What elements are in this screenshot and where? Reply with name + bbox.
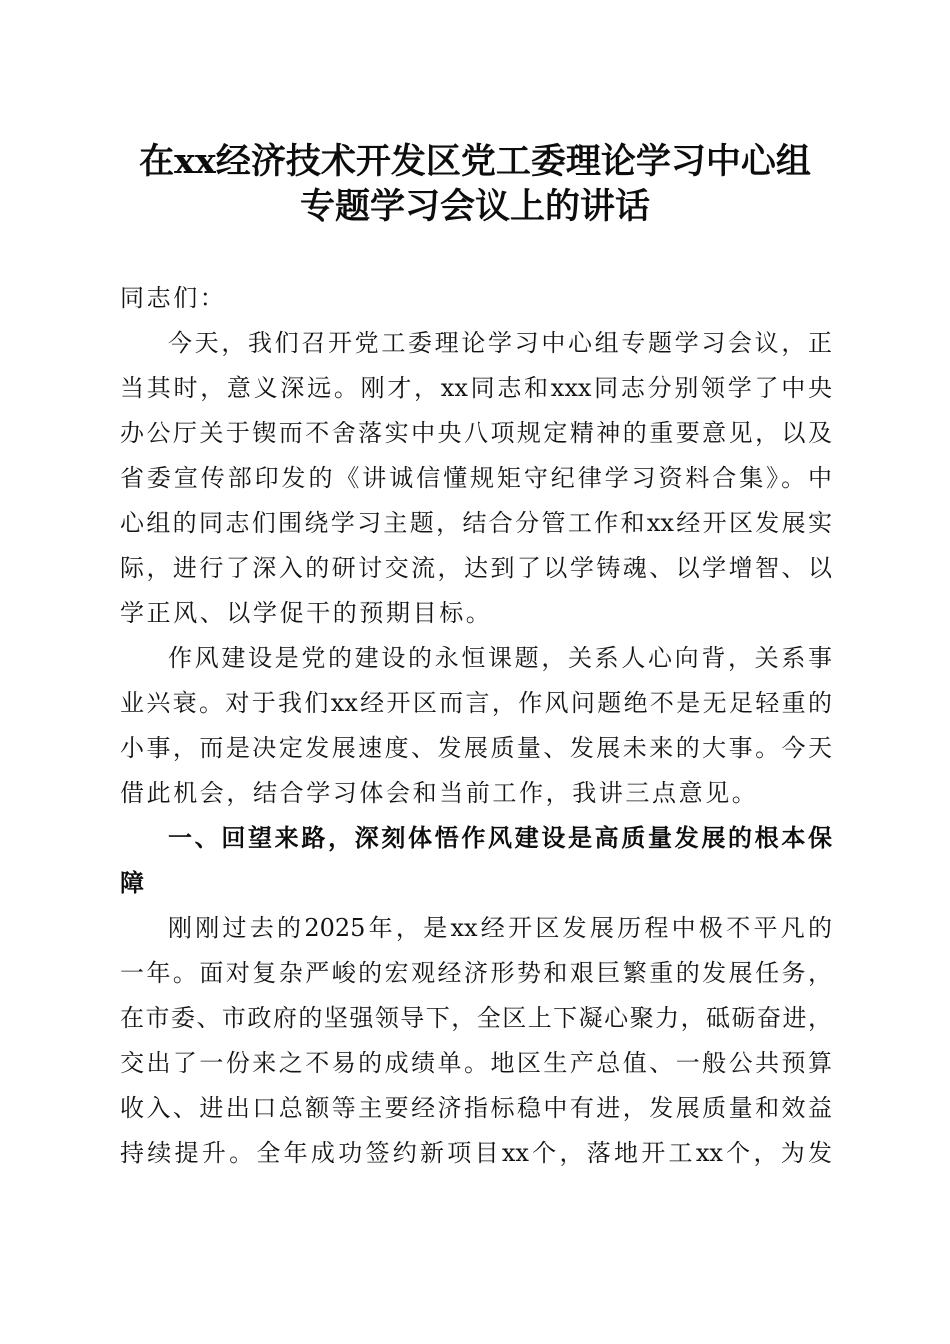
paragraph-1-line-6: 际，进行了深入的研讨交流，达到了以学铸魂、以学增智、以 [120,554,832,582]
paragraph-1-line-2: 当其时，意义深远。刚才，xx同志和xxx同志分别领学了中央 [120,374,832,402]
paragraph-2-line-4: 借此机会，结合学习体会和当前工作，我讲三点意见。 [120,779,759,807]
paragraph-2-line-1: 作风建设是党的建设的永恒课题，关系人心向背，关系事 [168,644,832,672]
paragraph-1-line-4: 省委宣传部印发的《讲诚信懂规矩守纪律学习资料合集》。中 [120,464,832,492]
paragraph-3-line-1: 刚刚过去的2025年，是xx经开区发展历程中极不平凡的 [168,914,832,942]
document-title-line-1: 在xx经济技术开发区党工委理论学习中心组 [139,141,811,182]
paragraph-3-line-2: 一年。面对复杂严峻的宏观经济形势和艰巨繁重的发展任务， [120,959,832,987]
paragraph-1-line-3: 办公厅关于锲而不舍落实中央八项规定精神的重要意见，以及 [120,419,832,447]
document-title-line-2: 专题学习会议上的讲话 [299,186,650,227]
section-heading-1-line-1: 一、回望来路，深刻体悟作风建设是高质量发展的根本保 [168,824,832,852]
salutation: 同志们： [120,284,227,312]
paragraph-2-line-3: 小事，而是决定发展速度、发展质量、发展未来的大事。今天 [120,734,832,762]
paragraph-3-line-6: 持续提升。全年成功签约新项目xx个，落地开工xx个，为发 [120,1139,832,1167]
paragraph-2-line-2: 业兴衰。对于我们xx经开区而言，作风问题绝不是无足轻重的 [120,689,832,717]
paragraph-1-line-5: 心组的同志们围绕学习主题，结合分管工作和xx经开区发展实 [120,509,832,537]
paragraph-3-line-5: 收入、进出口总额等主要经济指标稳中有进，发展质量和效益 [120,1094,832,1122]
section-heading-1-line-2: 障 [120,869,147,897]
paragraph-1-line-1: 今天，我们召开党工委理论学习中心组专题学习会议，正 [168,329,832,357]
paragraph-3-line-4: 交出了一份来之不易的成绩单。地区生产总值、一般公共预算 [120,1049,832,1077]
paragraph-1-line-7: 学正风、以学促干的预期目标。 [120,599,493,627]
paragraph-3-line-3: 在市委、市政府的坚强领导下，全区上下凝心聚力，砥砺奋进， [120,1004,832,1032]
